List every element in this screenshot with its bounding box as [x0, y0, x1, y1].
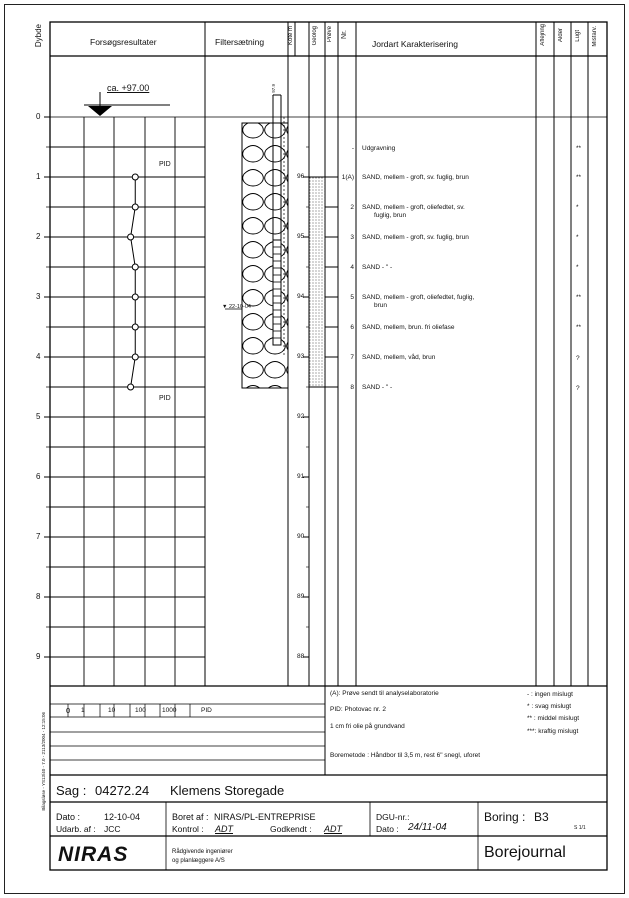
elevation-tick: 96 — [297, 173, 305, 180]
legend-line: ***: kraftig mislugt — [527, 728, 579, 735]
boret-label: Boret af : — [172, 812, 209, 822]
scale-value: 1000 — [162, 707, 177, 714]
test-results-header: Forsøgsresultater — [90, 37, 157, 47]
elevation-tick: 91 — [297, 473, 305, 480]
scale-unit: PID — [201, 707, 212, 714]
depth-axis-label: Dybde — [34, 24, 43, 48]
note-line: Boremetode : Håndbor til 3,5 m, rest 6" snegl, uforet — [330, 752, 481, 759]
note-line: PID: Photovac nr. 2 — [330, 706, 387, 713]
udarb-value: JCC — [104, 824, 121, 834]
sample-description: SAND, mellem - groft, sv. fuglig, brun — [362, 174, 469, 181]
kontrol-label: Kontrol : — [172, 824, 204, 834]
niras-logo: NIRAS — [58, 843, 129, 866]
sample-description: SAND, mellem - groft, oliefedtet, fuglig, brun — [362, 294, 475, 309]
sample-description: SAND - " - — [362, 384, 393, 391]
pid-point — [128, 234, 134, 240]
site-name: Klemens Storegade — [170, 783, 285, 798]
elevation-tick: 95 — [297, 233, 305, 240]
sample-description: SAND, mellem - groft, sv. fuglig, brun — [362, 234, 469, 241]
depth-tick: 3 — [36, 292, 41, 301]
legend-line: - : ingen mislugt — [527, 691, 573, 698]
dato2-value: 24/11-04 — [408, 822, 447, 833]
sand-layer-hatch — [309, 177, 325, 387]
sample-nr: 7 — [350, 354, 354, 361]
sample-odor: ** — [576, 324, 582, 331]
dgu-label: DGU-nr.: — [376, 812, 410, 822]
filter-screen — [273, 240, 281, 345]
filter-header: Filtersætning — [215, 37, 265, 47]
document-type: Borejournal — [484, 844, 566, 861]
depth-tick: 5 — [36, 412, 41, 421]
sample-nr: 4 — [350, 264, 354, 271]
age-header: Alder — [558, 28, 564, 43]
sample-odor: * — [576, 264, 579, 271]
pid-point — [132, 324, 138, 330]
dato-label: Dato : — [56, 812, 81, 822]
side-code: Bilagsløse - YS13/40 - 7.0 - 2113/2004 - 12:15:06 — [41, 712, 46, 811]
depth-tick: 6 — [36, 472, 41, 481]
company-line-2: og planlæggere A/S — [172, 858, 225, 864]
sample-nr: 2 — [350, 204, 354, 211]
ground-level-marker-icon — [88, 106, 112, 116]
sample-description: Udgravning — [362, 145, 396, 152]
scale-value: 0 — [66, 706, 71, 715]
legend-line: * : svag mislugt — [527, 703, 572, 710]
note-line: (A): Prøve sendt til analyselaboratorie — [330, 690, 439, 697]
pid-top-label: PID — [159, 161, 171, 168]
sample-nr: 8 — [350, 384, 354, 391]
sample-odor: ? — [576, 355, 580, 362]
elevation-tick: 92 — [297, 413, 305, 420]
scale-value: 10 — [108, 707, 116, 714]
pid-point — [132, 294, 138, 300]
kontrol-value: ADT — [215, 824, 233, 834]
sample-description: SAND, mellem, våd, brun — [362, 354, 436, 361]
elevation-header: Kote m — [288, 26, 294, 46]
company-line-1: Rådgivende ingeniører — [172, 849, 233, 855]
pipe-top-label: + 97.9 — [271, 84, 276, 97]
sample-description: SAND, mellem - groft, oliefedtet, sv. fuglig, brun — [362, 204, 465, 219]
sample-nr: 3 — [350, 234, 354, 241]
elevation-tick: 94 — [297, 293, 305, 300]
soil-header: Jordart Karakterisering — [372, 39, 458, 49]
elevation-tick: 89 — [297, 593, 305, 600]
sample-odor: ? — [576, 385, 580, 392]
sag-value: 04272.24 — [95, 783, 150, 798]
note-line: 1 cm fri olie på grundvand — [330, 723, 405, 730]
depth-tick: 9 — [36, 652, 41, 661]
sample-nr: 1(A) — [341, 174, 354, 181]
sample-description: SAND, mellem, brun. fri oliefase — [362, 324, 455, 331]
depth-tick: 0 — [36, 112, 41, 121]
sample-odor: * — [576, 204, 579, 211]
elevation-tick: 88 — [297, 653, 305, 660]
pid-bottom-label: PID — [159, 395, 171, 402]
depth-tick: 4 — [36, 352, 41, 361]
depth-tick: 1 — [36, 172, 41, 181]
pid-point — [128, 384, 134, 390]
udarb-label: Udarb. af : — [56, 824, 96, 834]
nr-header: Nr. — [341, 30, 348, 39]
boring-value: B3 — [534, 810, 549, 824]
sample-odor: * — [576, 234, 579, 241]
pid-point — [132, 264, 138, 270]
dato-value: 12-10-04 — [104, 812, 141, 822]
pid-profile — [128, 174, 139, 390]
sample-odor: ** — [576, 145, 582, 152]
colour-header: Misfarv. — [592, 26, 598, 47]
godkendt-label: Godkendt : — [270, 824, 312, 834]
depth-tick: 2 — [36, 232, 41, 241]
results-grid — [50, 117, 205, 686]
sample-odor: ** — [576, 294, 582, 301]
geology-header: Geolog — [312, 26, 318, 46]
ground-level-label: ca. +97.00 — [107, 83, 150, 93]
scale-value: 1 — [81, 707, 85, 714]
odor-header: Lugt — [575, 30, 581, 42]
sample-nr: - — [351, 145, 354, 152]
pid-point — [132, 204, 138, 210]
sample-description: SAND - " - — [362, 264, 393, 271]
depth-tick: 7 — [36, 532, 41, 541]
deposit-header: Aflejring — [540, 24, 546, 46]
sample-odor: ** — [576, 174, 582, 181]
elevation-tick: 90 — [297, 533, 305, 540]
boring-label: Boring : — [484, 810, 526, 824]
elevation-tick: 93 — [297, 353, 305, 360]
pid-point — [132, 174, 138, 180]
sag-label: Sag : — [56, 783, 87, 798]
sample-nr: 5 — [350, 294, 354, 301]
sample-header: Prøve — [327, 26, 333, 43]
sample-nr: 6 — [350, 324, 354, 331]
form-border — [50, 22, 607, 870]
pid-point — [132, 354, 138, 360]
boret-value: NIRAS/PL-ENTREPRISE — [214, 812, 316, 822]
water-level-label: ▼ 22-10-04 — [222, 304, 251, 310]
scale-value: 100 — [135, 707, 146, 714]
legend-line: ** : middel mislugt — [527, 715, 580, 722]
godkendt-value: ADT — [324, 824, 342, 834]
dato2-label: Dato : — [376, 824, 399, 834]
depth-tick: 8 — [36, 592, 41, 601]
page-number: S 1/1 — [574, 825, 586, 831]
